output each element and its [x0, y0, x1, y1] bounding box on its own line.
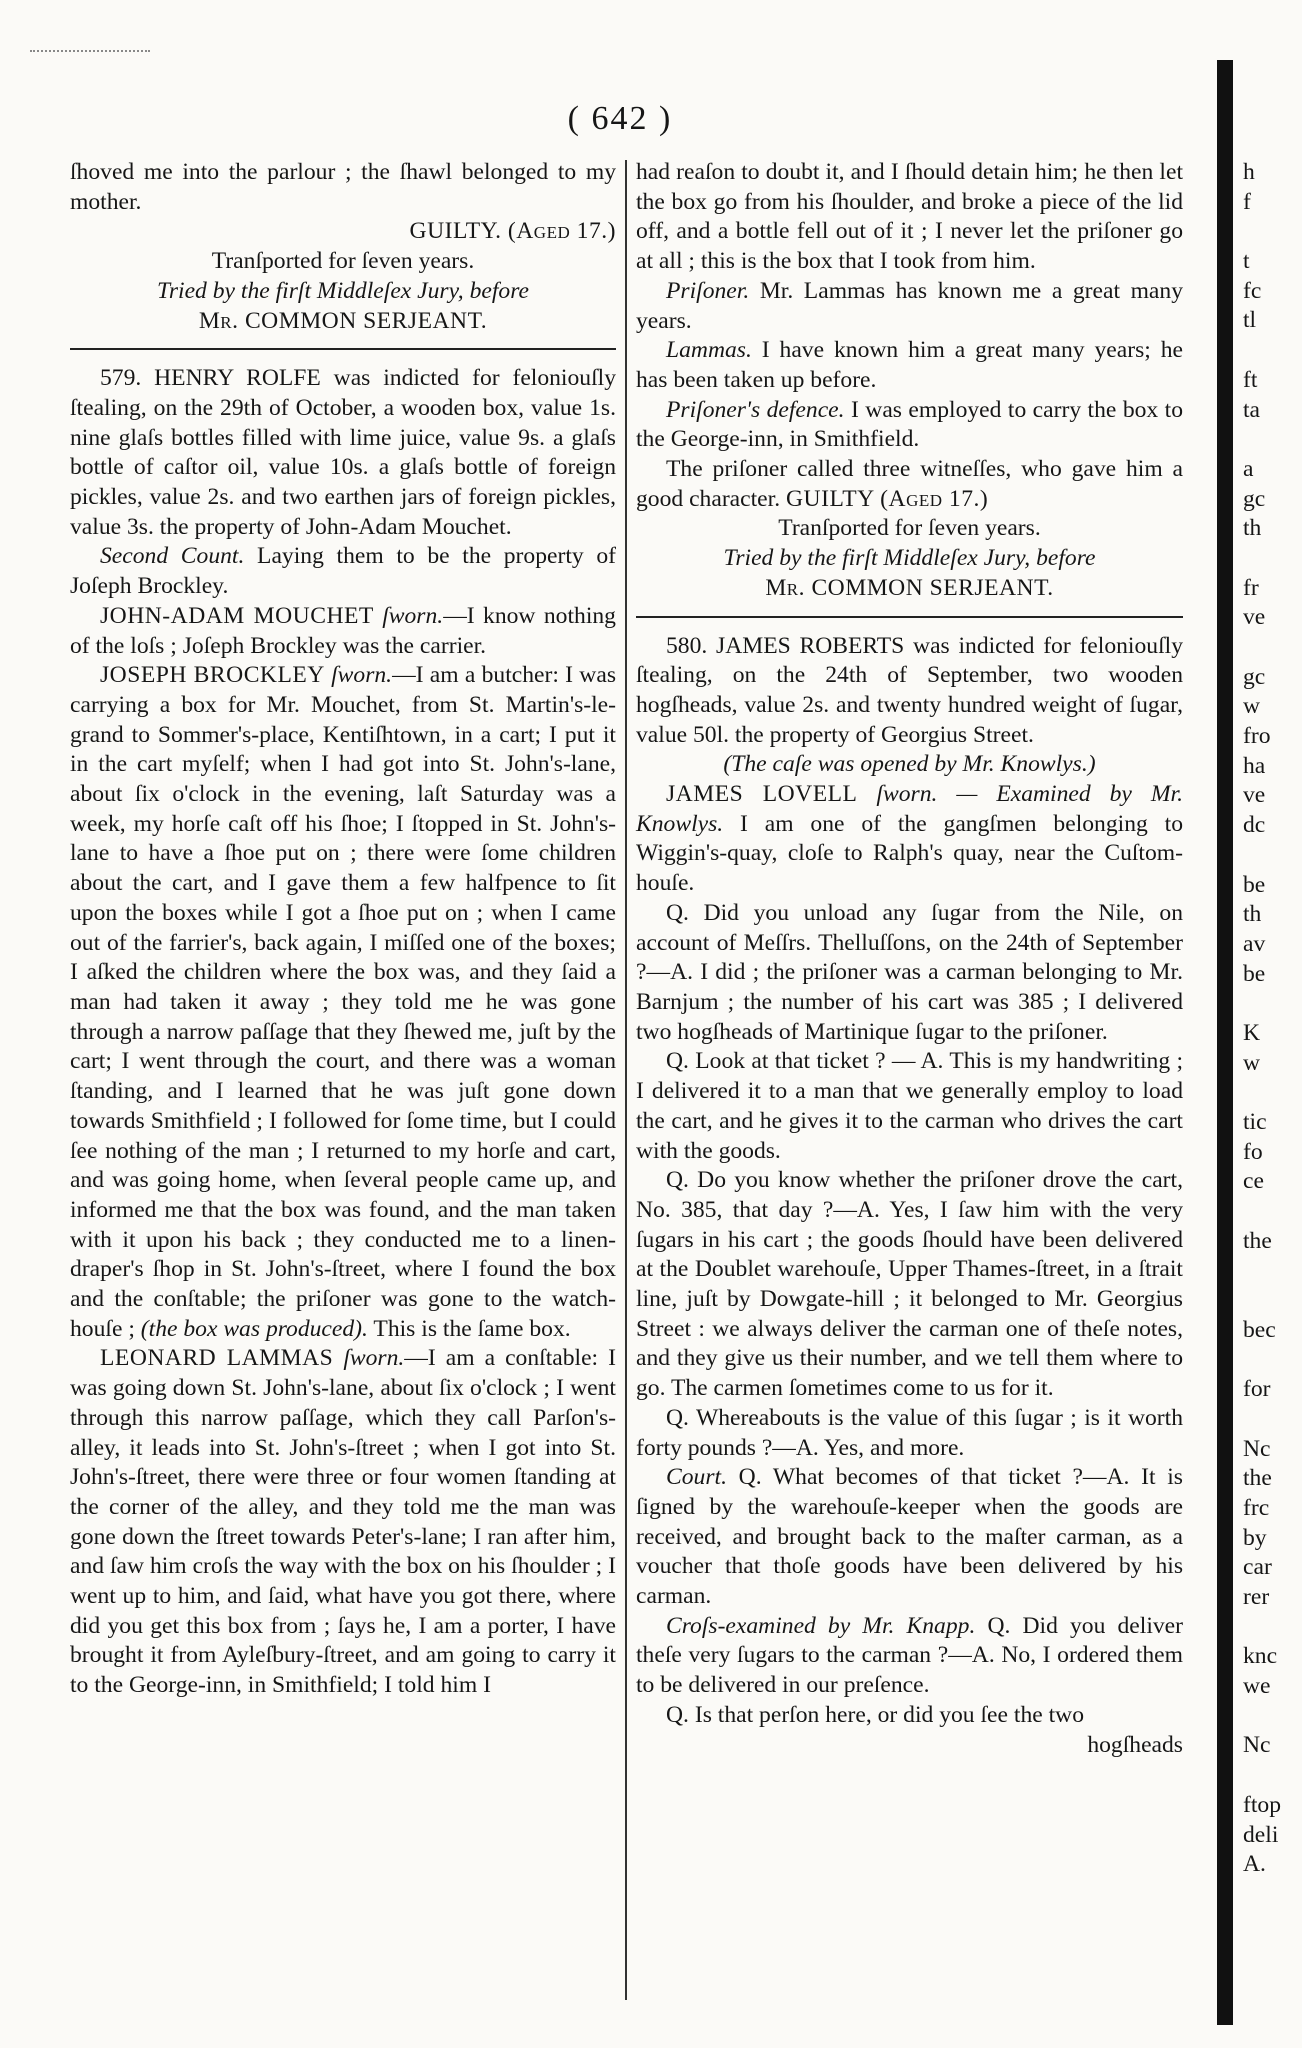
fragment-line — [1243, 633, 1302, 663]
case-opened-by: (The caſe was opened by Mr. Knowlys.) — [723, 751, 1096, 778]
case-579-opening: 579. HENRY ROLFE was indicted for feloniouſly ſtealing, on the 29th of October, a wooden box, value 1s. nine glaſs bottles filled with lime juice, value 9s. a glaſs bottle of caſtor oil, value 10s. a glaſs bottle of foreign pickles, value 2s. and two earthen jars of foreign pickles, value 3s. the property of John-Adam Mouchet. — [70, 365, 616, 540]
fragment-line: the — [1243, 1227, 1272, 1254]
witness-mouchet: JOHN-ADAM MOUCHET ſworn.—I know nothing of the loſs ; Joſeph Brockley was the carrier. — [70, 602, 616, 659]
fragment-line: ve — [1243, 782, 1266, 809]
left-continuation: ſhoved me into the parlour ; the ſhawl belonged to my mother. — [70, 159, 616, 215]
prisoner-defence: Priſoner's defence. I was employed to carry the box to the George-inn, in Smithfield. — [636, 396, 1183, 453]
fragment-line: gc — [1243, 485, 1266, 512]
section-rule — [70, 348, 616, 350]
fragment-line: bec — [1243, 1316, 1276, 1343]
fragment-line — [1243, 1256, 1302, 1286]
fragment-line: a — [1243, 455, 1254, 482]
column-divider — [625, 160, 627, 2000]
prisoner-statement: Priſoner. Mr. Lammas has known me a great many years. — [636, 277, 1183, 334]
fragment-line: ha — [1243, 752, 1266, 779]
fragment-line — [1243, 217, 1302, 247]
case-580-opening: 580. JAMES ROBERTS was indicted for feloniouſly ſtealing, on the 24th of September, two wooden hogſheads, value 2s. and twenty hundred weight of ſugar, value 50l. the property of Georgius Street. — [636, 632, 1183, 748]
fragment-line: for — [1243, 1376, 1271, 1403]
fragment-line: ft — [1243, 366, 1258, 393]
fragment-line — [1243, 1910, 1302, 1940]
fragment-line: tl — [1243, 307, 1257, 334]
witness-brockley: JOSEPH BROCKLEY ſworn.—I am a butcher: I was carrying a box for Mr. Mouchet, from St. Martin's-le-grand to Sommer's-place, Kentiſhtown, in a cart; I put it in the cart myſelf; when I had got into St. John's-lane, about ſix o'clock in the evening, laſt Saturday was a week, my horſe caſt off his ſhoe; I ſtopped in St. John's-lane to have a ſhoe put on ; there were ſome children about the cart, and I gave them a few halfpence to ſit upon the boxes while I got a ſhoe put on ; when I came out of the farrier's, back again, I miſſed one of the boxes; I aſked the children where the box was, and they ſaid a man had taken it away ; they told me he was gone through a narrow paſſage that they ſhewed me, juſt by the cart; I went through the court, and there was a woman ſtanding, and I learned that he was juſt gone down towards Smithfield ; I followed for ſome time, but I could ſee nothing of the man ; I returned to my horſe and cart, and was going home, when ſeveral people came up, and informed me that the box was found, and the man taken with it upon his back ; they conducted me to a linen-draper's ſhop in St. John's-ſtreet, where I found the box and the conſtable; the priſoner was gone to the watch-houſe ; (the box was produced). This is the ſame box. — [70, 662, 616, 1342]
mid-continuation: had reaſon to doubt it, and I ſhould detain him; he then let the box go from his ſhoulder, and broke a piece of the lid off, and a bottle fell out of it ; I never let the priſoner go at all ; this is the box that I took from him. — [636, 159, 1183, 275]
page-gutter-shadow — [1217, 60, 1233, 2025]
fragment-line: by — [1243, 1524, 1267, 1551]
cross-examination: Croſs-examined by Mr. Knapp. Q. Did you deliver theſe very ſugars to the carman ?—A. No, I ordered them to be delivered in our preſence. — [636, 1612, 1183, 1699]
fragment-line — [1243, 336, 1302, 366]
fragment-line: th — [1243, 515, 1262, 542]
mid-tried-line: Tried by the firſt Middleſex Jury, before — [723, 545, 1096, 572]
fragment-line: th — [1243, 901, 1262, 928]
left-verdict: GUILTY. (Aged 17.) — [409, 218, 616, 245]
fragment-line: Nc — [1243, 1732, 1271, 1759]
next-page-fragments — [1243, 158, 1302, 1939]
fragment-line: be — [1243, 960, 1266, 987]
left-sentence: Tranſported for ſeven years. — [211, 248, 475, 275]
fragment-line: gc — [1243, 663, 1266, 690]
fragment-line: fro — [1243, 723, 1271, 750]
fragment-line: A. — [1243, 1851, 1266, 1878]
left-judge: Mr. COMMON SERJEANT. — [198, 307, 488, 334]
fragment-line: fr — [1243, 574, 1259, 601]
fragment-line — [1243, 1405, 1302, 1435]
fragment-line — [1243, 1880, 1302, 1910]
fragment-line: h — [1243, 159, 1255, 185]
left-tried-line: Tried by the firſt Middleſex Jury, before — [157, 277, 529, 304]
qa-2: Q. Look at that ticket ? — A. This is my handwriting ; I delivered it to a man that we generally employ to load the cart, and he gives it to the carman who drives the cart with the goods. — [636, 1048, 1183, 1164]
fragment-line: dc — [1243, 812, 1266, 839]
fragment-line: fc — [1243, 277, 1262, 304]
mid-sentence: Tranſported for ſeven years. — [778, 515, 1041, 542]
section-rule — [636, 616, 1183, 618]
fragment-line — [1243, 1761, 1302, 1791]
qa-1: Q. Did you unload any ſugar from the Nile, on account of Meſſrs. Thelluſſons, on the 24th of September ?—A. I did ; the priſoner was a carman belonging to Mr. Barnjum ; the number of his cart was 385 ; I delivered two hogſheads of Martinique ſugar to the priſoner. — [636, 899, 1183, 1045]
top-edge-marks — [30, 50, 150, 60]
fragment-line: ce — [1243, 1168, 1264, 1195]
catchword: hogſheads — [1087, 1731, 1183, 1758]
fragment-line: fo — [1243, 1138, 1263, 1165]
fragment-line: rer — [1243, 1584, 1270, 1610]
fragment-line — [1243, 841, 1302, 871]
fragment-line: Nc — [1243, 1435, 1271, 1462]
left-column — [70, 158, 616, 1701]
mid-judge: Mr. COMMON SERJEANT. — [765, 574, 1054, 601]
fragment-line — [1243, 544, 1302, 574]
page-number: ( 642 ) — [567, 100, 673, 137]
fragment-line — [1243, 1197, 1302, 1227]
fragment-line: deli — [1243, 1821, 1279, 1848]
fragment-line: av — [1243, 930, 1266, 957]
fragment-line — [1243, 989, 1302, 1019]
fragment-line: K — [1243, 1019, 1261, 1046]
fragment-line — [1243, 425, 1302, 455]
fragment-line: we — [1243, 1673, 1271, 1700]
fragment-line: ftop — [1243, 1791, 1282, 1818]
qa-4: Q. Whereabouts is the value of this ſugar ; is it worth forty pounds ?—A. Yes, and more. — [636, 1404, 1183, 1461]
fragment-line: the — [1243, 1465, 1272, 1492]
qa-3: Q. Do you know whether the priſoner drove the cart, No. 385, that day ?—A. Yes, I ſaw him with the very ſugars in his cart ; the goods ſhould have been delivered at the Doublet warehouſe, Upper Thames-ſtreet, in a ſtrait line, juſt by Dowgate-hill ; it belonged to Mr. Georgius Street : we always deliver the carman one of theſe notes, and they give us their number, and we tell them where to go. The carmen ſometimes come to us for it. — [636, 1167, 1183, 1402]
court-question: Court. Q. What becomes of that ticket ?—A. It is ſigned by the warehouſe-keeper when the goods are received, and brought back to the maſter carman, as a voucher that thoſe goods have been delivered by his carman. — [636, 1464, 1183, 1610]
fragment-line: f — [1243, 188, 1251, 215]
character-witnesses: The priſoner called three witneſſes, who gave him a good character. GUILTY (Aged 17.) — [636, 456, 1183, 512]
fragment-line: t — [1243, 248, 1250, 275]
fragment-line: be — [1243, 871, 1266, 898]
witness-lammas: LEONARD LAMMAS ſworn.—I am a conſtable: I was going down St. John's-lane, about ſix o'clock ; I went through this narrow paſſage, which they call Parſon's-alley, it leads into St. John's-ſtreet ; when I got into St. John's-ſtreet, there were three or four women ſtanding at the corner of the alley, and they told me the man was gone down the ſtreet towards Peter's-lane; I ran after him, and ſaw him croſs the way with the box on his ſhoulder ; I went up to him, and ſaid, what have you got there, where did you get this box from ; ſays he, I am a porter, I have brought it from Ayleſbury-ſtreet, and am going to carry it to the George-inn, in Smithfield; I told him I — [70, 1345, 616, 1699]
fragment-line: knc — [1243, 1643, 1278, 1670]
witness-lovell: JAMES LOVELL ſworn. — Examined by Mr. Knowlys. I am one of the gangſmen belonging to Wiggin's-quay, cloſe to Ralph's quay, near the Cuſtom-houſe. — [636, 781, 1183, 897]
fragment-line: ta — [1243, 396, 1261, 423]
fragment-line — [1243, 1078, 1302, 1108]
middle-column — [636, 158, 1183, 1760]
fragment-line — [1243, 1702, 1302, 1732]
fragment-line — [1243, 1286, 1302, 1316]
case-579-second-count: Second Count. Laying them to be the property of Joſeph Brockley. — [70, 543, 616, 600]
fragment-line: frc — [1243, 1494, 1270, 1521]
fragment-line — [1243, 1346, 1302, 1376]
fragment-line: car — [1243, 1554, 1272, 1581]
lammas-statement: Lammas. I have known him a great many years; he has been taken up before. — [636, 337, 1183, 393]
fragment-line — [1243, 1613, 1302, 1643]
fragment-line: w — [1243, 1049, 1261, 1076]
fragment-line: w — [1243, 693, 1261, 720]
fragment-line: ve — [1243, 604, 1266, 631]
last-question: Q. Is that perſon here, or did you ſee the two — [666, 1701, 1085, 1728]
fragment-line: tic — [1243, 1109, 1267, 1135]
